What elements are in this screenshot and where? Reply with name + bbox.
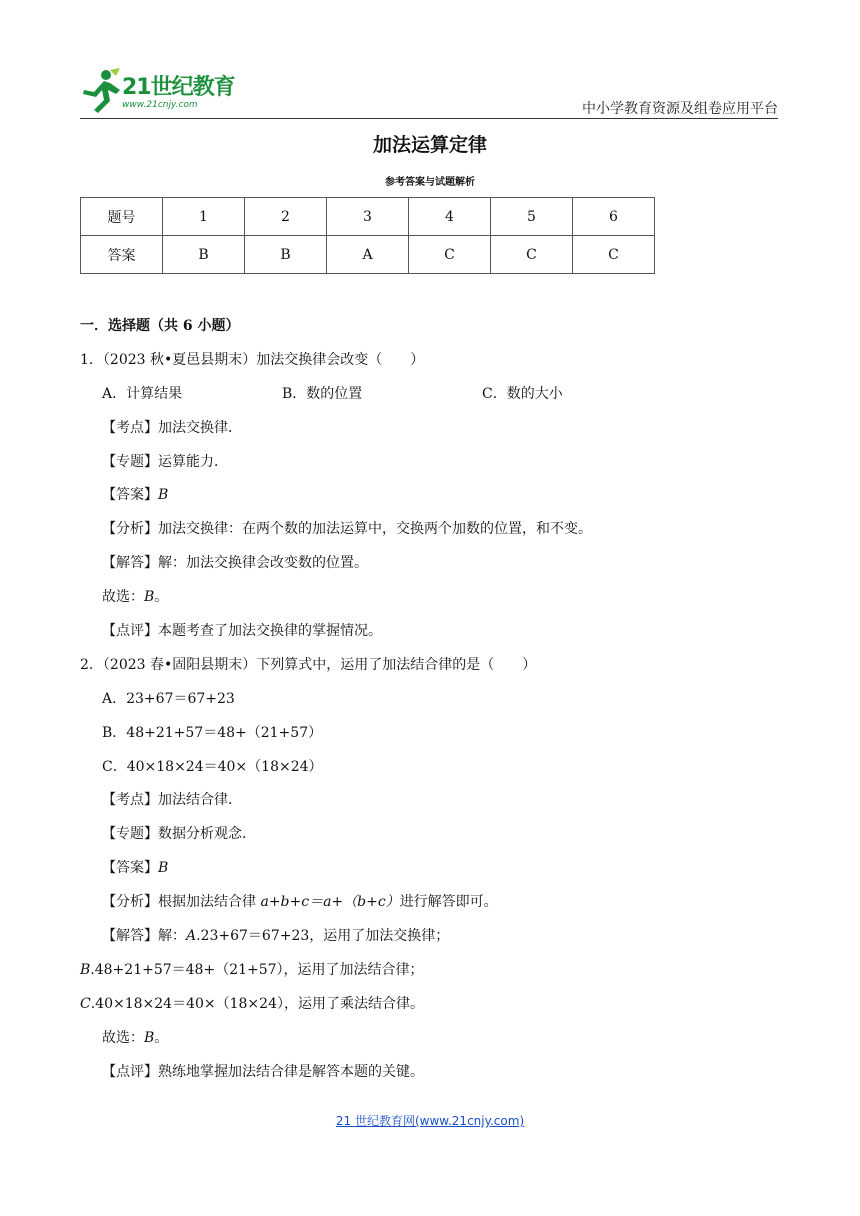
answer-value: B xyxy=(158,487,169,504)
question-1-options xyxy=(80,378,780,412)
choice-label: 故选： xyxy=(102,1029,144,1046)
answer-line xyxy=(80,479,780,513)
question-1-stem: 1．（2023 秋•夏邑县期末）加法交换律会改变（ ） xyxy=(80,351,425,368)
option-a: A．计算结果 xyxy=(102,385,183,402)
analysis: 【分析】加法交换律：在两个数的加法运算中，交换两个加数的位置，和不变。 xyxy=(102,521,592,538)
solution-letter: B xyxy=(80,961,91,978)
zhuanti: 【专题】运算能力． xyxy=(102,453,228,470)
choice-line xyxy=(80,581,780,615)
page-subtitle: 参考答案与试题解析 xyxy=(385,177,475,188)
table-cell: 6 xyxy=(573,198,655,236)
choice-label: 故选： xyxy=(102,589,144,606)
solution: 【解答】解：加法交换律会改变数的位置。 xyxy=(102,555,368,572)
question-content xyxy=(80,310,780,1089)
solution xyxy=(80,988,780,1022)
answer-label: 【答案】 xyxy=(102,487,158,504)
choice-end: 。 xyxy=(154,1029,169,1046)
comment: 【点评】本题考查了加法交换律的掌握情况。 xyxy=(102,623,382,640)
choice-value: B xyxy=(144,1029,155,1046)
choice-line xyxy=(80,1022,780,1056)
kaodian: 【考点】加法结合律． xyxy=(102,792,242,809)
runner-logo-icon xyxy=(80,68,122,114)
comment: 【点评】熟练地掌握加法结合律是解答本题的关键。 xyxy=(102,1063,424,1080)
question-2-stem: 2．（2023 春•固阳县期末）下列算式中，运用了加法结合律的是（ ） xyxy=(80,656,537,673)
logo-text: 21世纪教育 xyxy=(122,75,235,100)
table-cell: 5 xyxy=(491,198,573,236)
table-cell: C xyxy=(573,236,655,274)
solution xyxy=(80,954,780,988)
solution xyxy=(80,920,780,954)
table-row xyxy=(81,198,655,236)
option-a: A．23+67＝67+23 xyxy=(102,690,235,707)
solution-text: .48+21+57＝48+（21+57），运用了加法结合律； xyxy=(90,961,424,978)
option-b: B．48+21+57＝48+（21+57） xyxy=(102,724,323,741)
logo-url: www.21cnjy.com xyxy=(122,100,198,110)
kaodian: 【考点】加法交换律． xyxy=(102,419,242,436)
solution-text: .40×18×24＝40×（18×24），运用了乘法结合律。 xyxy=(90,995,424,1012)
footer-link[interactable]: 21 世纪教育网(www.21cnjy.com) xyxy=(335,1114,525,1128)
analysis-post: 进行解答即可。 xyxy=(399,894,498,911)
answer-table xyxy=(80,197,655,274)
choice-value: B xyxy=(144,589,155,606)
solution-label: 【解答】解： xyxy=(102,928,186,945)
page-title: 加法运算定律 xyxy=(372,134,487,156)
table-cell: 2 xyxy=(245,198,327,236)
header-divider xyxy=(80,118,778,119)
table-cell: 答案 xyxy=(81,236,163,274)
answer-label: 【答案】 xyxy=(102,860,158,877)
table-cell: 3 xyxy=(327,198,409,236)
choice-end: 。 xyxy=(154,589,169,606)
solution-text: .23+67＝67+23，运用了加法交换律； xyxy=(196,928,450,945)
solution-letter: C xyxy=(80,995,91,1012)
solution-letter: A xyxy=(186,928,197,945)
zhuanti: 【专题】数据分析观念． xyxy=(102,826,256,843)
section-heading: 一．选择题（共 6 小题） xyxy=(80,318,240,334)
analysis-formula: a+b+c＝a+（b+c） xyxy=(260,894,400,911)
table-cell: C xyxy=(409,236,491,274)
table-cell: B xyxy=(163,236,245,274)
answer-line xyxy=(80,852,780,886)
option-c: C．数的大小 xyxy=(482,385,563,402)
analysis xyxy=(80,886,780,920)
option-b: B．数的位置 xyxy=(282,385,363,402)
table-cell: 1 xyxy=(163,198,245,236)
page-header xyxy=(80,64,778,120)
table-cell: 题号 xyxy=(81,198,163,236)
table-cell: 4 xyxy=(409,198,491,236)
answer-value: B xyxy=(158,860,169,877)
option-c: C．40×18×24＝40×（18×24） xyxy=(102,758,323,775)
table-cell: B xyxy=(245,236,327,274)
logo xyxy=(80,64,280,116)
table-cell: C xyxy=(491,236,573,274)
analysis-pre: 【分析】根据加法结合律 xyxy=(102,894,261,911)
platform-name: 中小学教育资源及组卷应用平台 xyxy=(582,101,778,117)
table-cell: A xyxy=(327,236,409,274)
table-row xyxy=(81,236,655,274)
